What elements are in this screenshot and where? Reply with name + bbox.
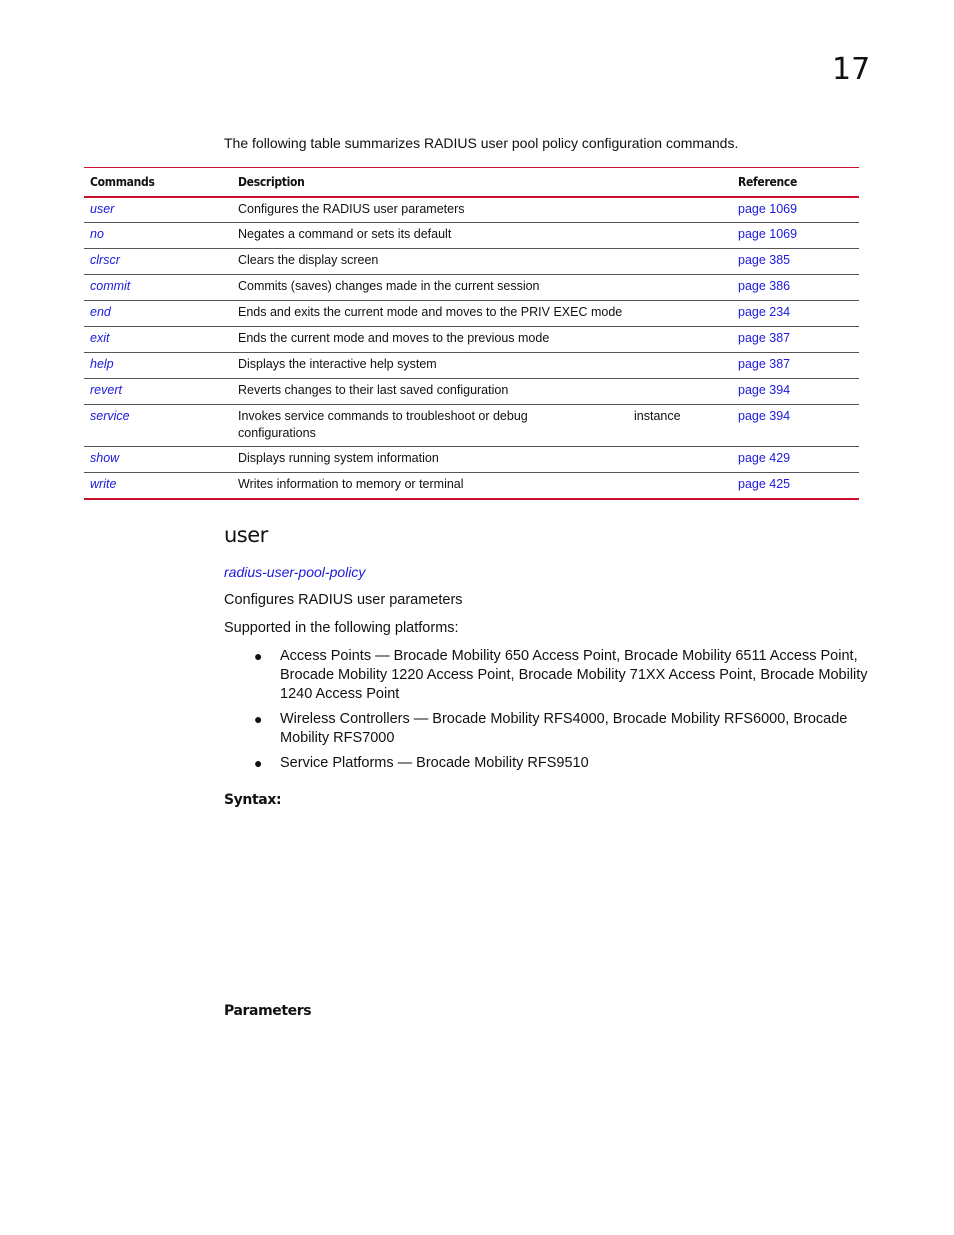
reference-link[interactable]: page 386 <box>738 279 791 293</box>
table-row <box>84 249 859 275</box>
command-link-show[interactable]: show <box>90 451 120 465</box>
supported-label: Supported in the following platforms: <box>224 620 459 636</box>
header-reference: Reference <box>732 168 859 197</box>
row-description: Writes information to memory or terminal <box>238 477 464 491</box>
command-link-revert[interactable]: revert <box>90 383 122 397</box>
bullet-icon: ● <box>254 648 263 664</box>
table-row <box>84 379 859 405</box>
reference-link[interactable]: page 394 <box>738 383 791 397</box>
table-row <box>84 353 859 379</box>
row-description: Commits (saves) changes made in the current session <box>232 275 732 301</box>
bullet-icon: ● <box>254 711 263 727</box>
row-description: Invokes service commands to troubleshoot or debug configurations <box>238 409 528 440</box>
bullet-icon: ● <box>254 755 263 771</box>
platform-text: Wireless Controllers — Brocade Mobility RFS4000, Brocade Mobility RFS6000, Brocade Mobility RFS7000 <box>280 711 848 746</box>
reference-link[interactable]: page 234 <box>738 305 791 319</box>
table-row <box>84 301 859 327</box>
reference-link[interactable]: page 1069 <box>738 201 798 216</box>
reference-link[interactable]: page 429 <box>738 451 791 465</box>
header-description: Description <box>232 168 732 197</box>
reference-link[interactable]: page 394 <box>738 409 791 423</box>
list-item <box>224 754 869 773</box>
row-description: Displays the interactive help system <box>232 353 732 379</box>
syntax-label: Syntax: <box>224 792 282 808</box>
reference-link[interactable]: page 387 <box>738 357 791 371</box>
intro-text: The following table summarizes RADIUS user pool policy configuration commands. <box>224 135 739 151</box>
row-description-extra: instance <box>634 409 681 423</box>
row-description: Clears the display screen <box>232 249 732 275</box>
platform-list <box>224 647 869 779</box>
command-link-help[interactable]: help <box>90 357 114 371</box>
table-row <box>84 405 859 447</box>
section-title: user <box>224 523 268 547</box>
command-link-service[interactable]: service <box>90 409 130 423</box>
parameters-label: Parameters <box>224 1003 312 1019</box>
header-commands: Commands <box>84 168 232 197</box>
row-description: Ends and exits the current mode and moves to the PRIV EXEC mode <box>232 301 732 327</box>
command-link-no[interactable]: no <box>90 227 104 241</box>
command-link-write[interactable]: write <box>90 477 117 491</box>
list-item <box>224 710 869 748</box>
command-link-commit[interactable]: commit <box>90 279 131 293</box>
context-link[interactable]: radius-user-pool-policy <box>224 564 366 580</box>
row-description: Reverts changes to their last saved configuration <box>232 379 732 405</box>
reference-link[interactable]: page 387 <box>738 331 791 345</box>
table-row <box>84 223 859 249</box>
row-description-cell <box>232 405 732 447</box>
reference-link[interactable]: page 385 <box>738 253 791 267</box>
table-header-row <box>84 168 859 197</box>
row-description: Configures the RADIUS user parameters <box>232 197 732 223</box>
commands-table <box>84 167 859 500</box>
reference-link[interactable]: page 1069 <box>738 227 798 241</box>
section-summary: Configures RADIUS user parameters <box>224 592 463 608</box>
command-link-end[interactable]: end <box>90 305 111 319</box>
table-row <box>84 447 859 473</box>
chapter-number: 17 <box>832 52 871 87</box>
command-link-exit[interactable]: exit <box>90 331 110 345</box>
command-link-clrscr[interactable]: clrscr <box>90 253 120 267</box>
table-row <box>84 275 859 301</box>
command-link-user[interactable]: user <box>90 201 115 216</box>
table-row <box>84 327 859 353</box>
table-row <box>84 473 859 499</box>
reference-link[interactable]: page 425 <box>738 477 791 491</box>
row-description: Ends the current mode and moves to the previous mode <box>232 327 732 353</box>
table-row <box>84 197 859 223</box>
row-description: Displays running system information <box>232 447 732 473</box>
list-item <box>224 647 869 704</box>
platform-text: Service Platforms — Brocade Mobility RFS9510 <box>280 755 589 771</box>
row-description: Negates a command or sets its default <box>232 223 732 249</box>
platform-text: Access Points — Brocade Mobility 650 Access Point, Brocade Mobility 6511 Access Point, Brocade Mobility 1220 Access Point, Brocade Mobility 71XX Access Point, Brocade Mobility 1240 Access Point <box>280 648 868 702</box>
